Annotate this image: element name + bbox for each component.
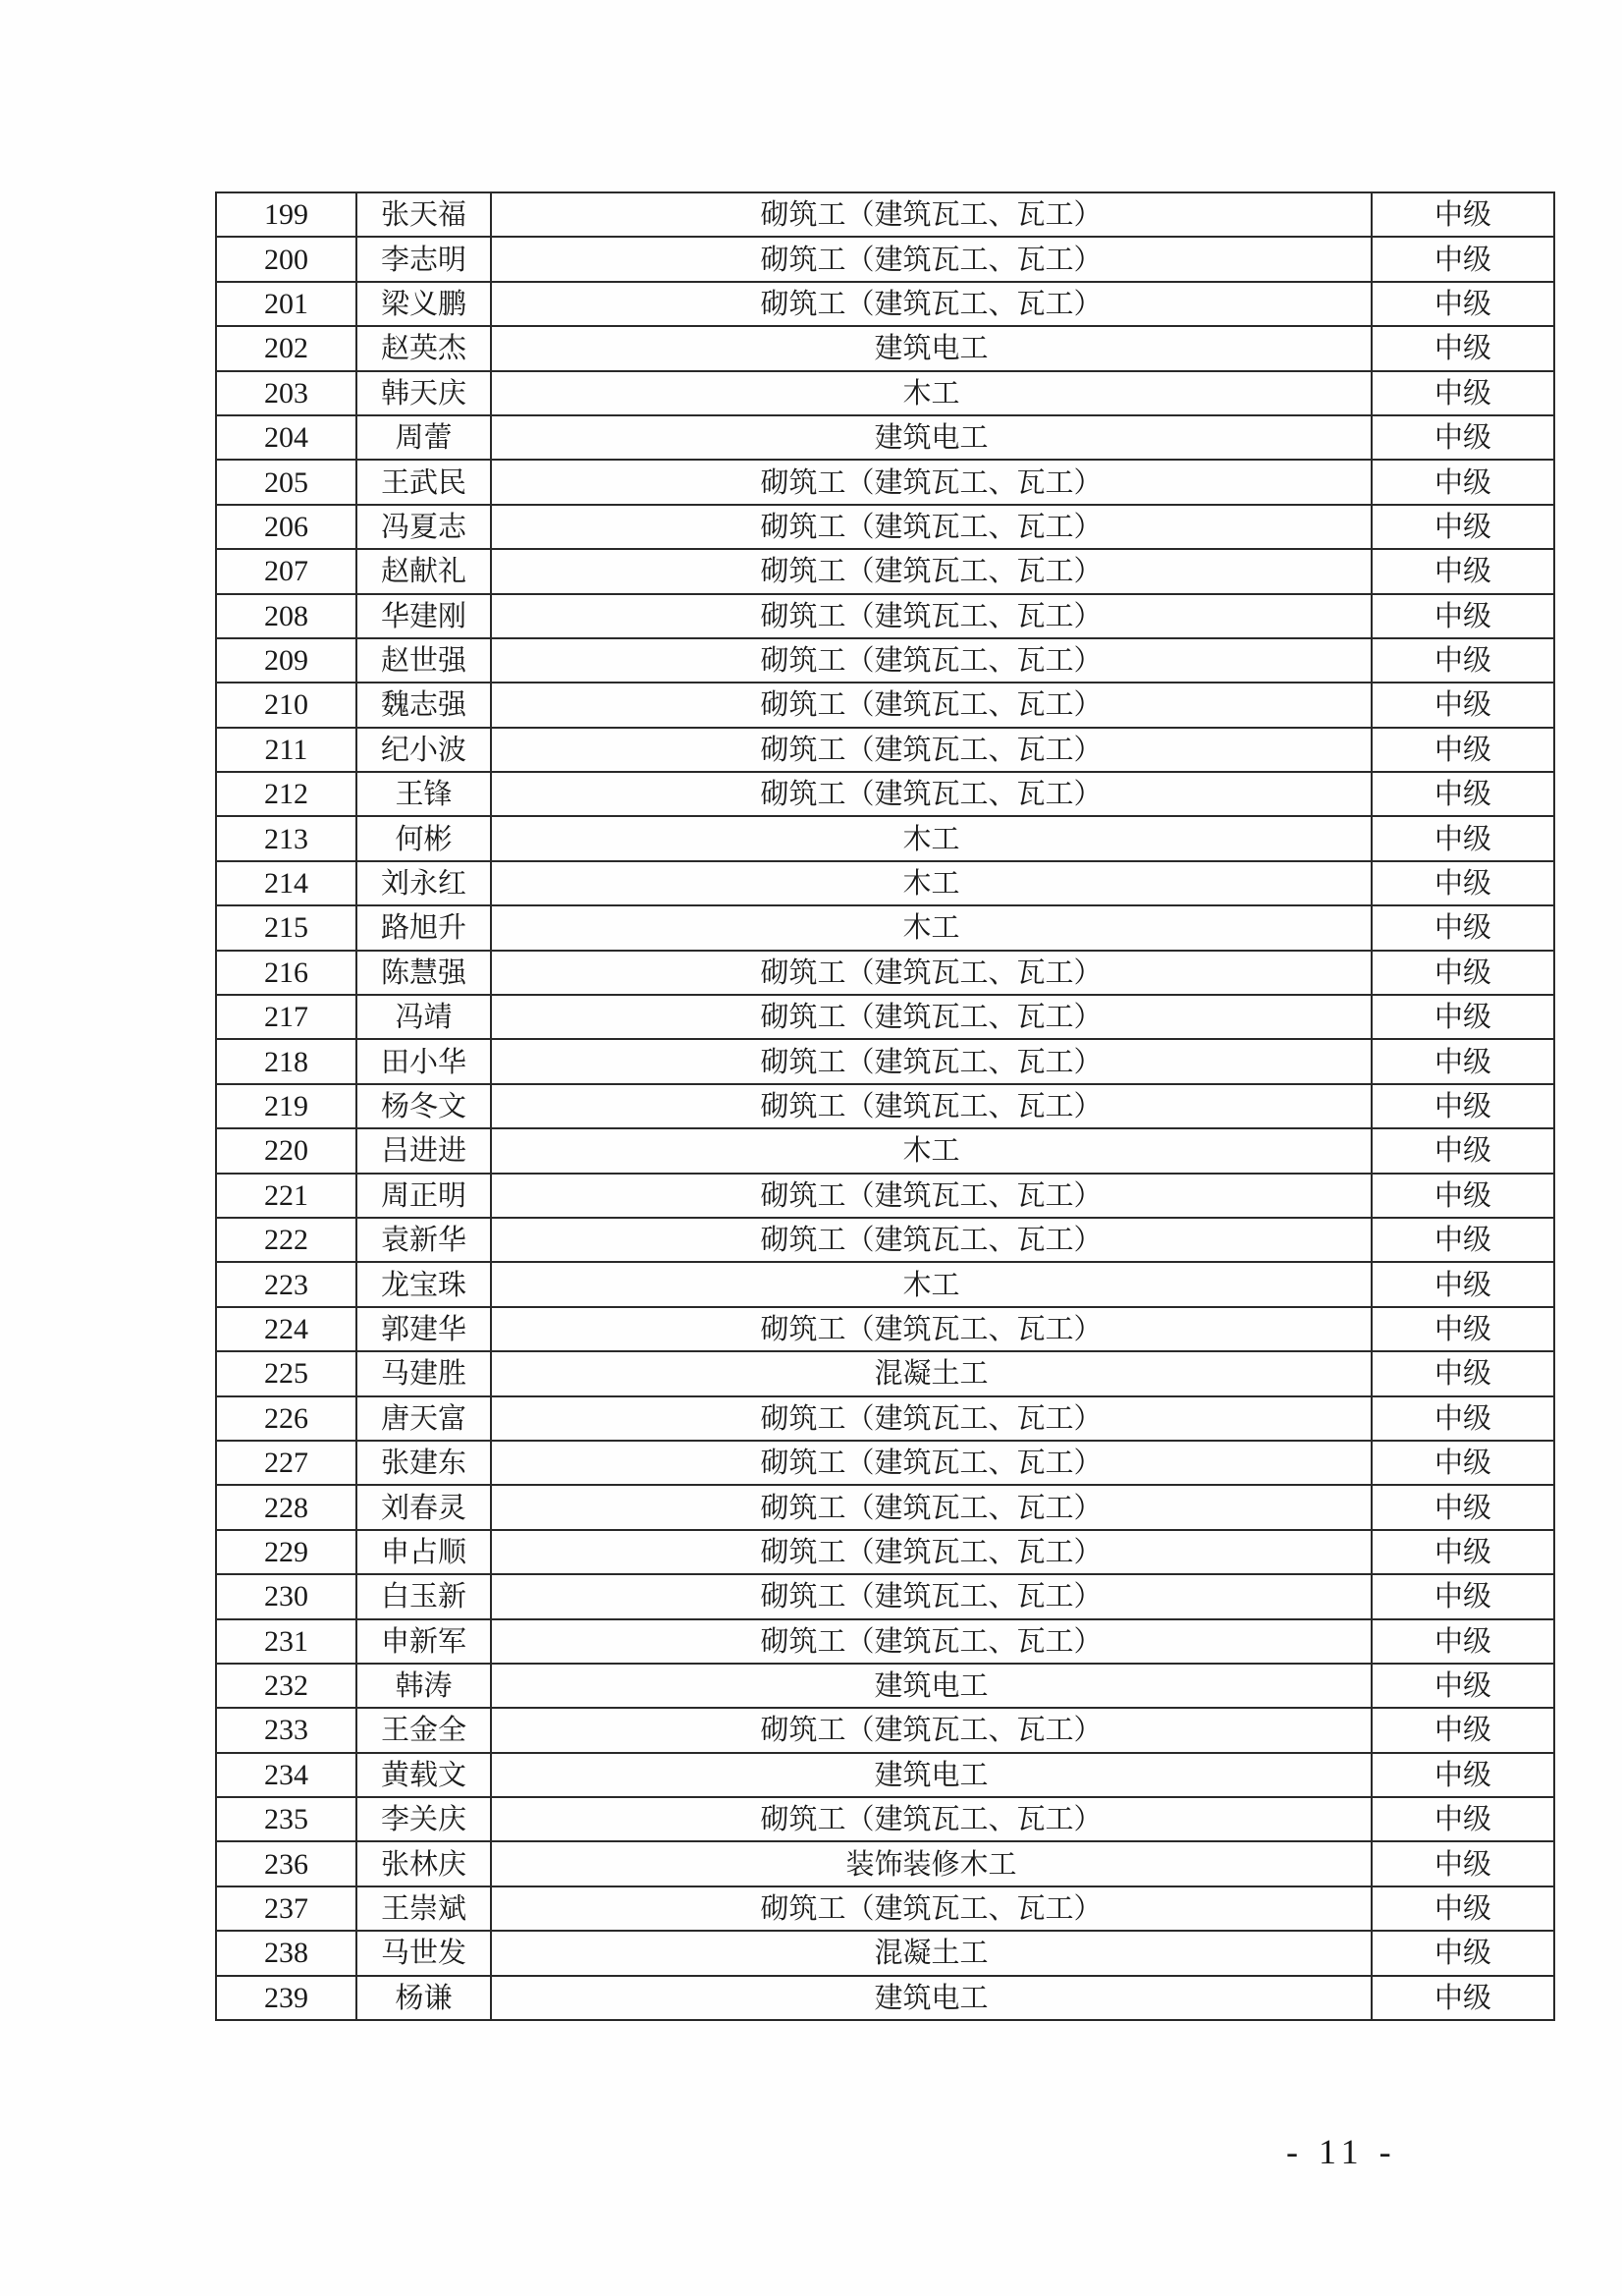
table-row [216, 326, 1554, 370]
name-cell: 赵献礼 [356, 549, 491, 593]
level-cell: 中级 [1372, 728, 1554, 772]
level-cell: 中级 [1372, 995, 1554, 1039]
row-number-cell: 216 [216, 951, 356, 995]
name-cell: 冯靖 [356, 995, 491, 1039]
table-row [216, 951, 1554, 995]
level-cell: 中级 [1372, 905, 1554, 950]
table-row [216, 1218, 1554, 1262]
level-cell: 中级 [1372, 861, 1554, 905]
trade-cell: 砌筑工（建筑瓦工、瓦工） [491, 192, 1372, 237]
table-row [216, 1530, 1554, 1574]
trade-cell: 建筑电工 [491, 1753, 1372, 1797]
row-number-cell: 207 [216, 549, 356, 593]
trade-cell: 砌筑工（建筑瓦工、瓦工） [491, 1174, 1372, 1218]
table-row [216, 1708, 1554, 1752]
trade-cell: 砌筑工（建筑瓦工、瓦工） [491, 683, 1372, 727]
level-cell: 中级 [1372, 1174, 1554, 1218]
level-cell: 中级 [1372, 1485, 1554, 1529]
level-cell: 中级 [1372, 1307, 1554, 1351]
row-number-cell: 236 [216, 1841, 356, 1886]
level-cell: 中级 [1372, 1084, 1554, 1128]
level-cell: 中级 [1372, 1396, 1554, 1441]
trade-cell: 砌筑工（建筑瓦工、瓦工） [491, 237, 1372, 281]
trade-cell: 砌筑工（建筑瓦工、瓦工） [491, 1441, 1372, 1485]
row-number-cell: 199 [216, 192, 356, 237]
level-cell: 中级 [1372, 460, 1554, 504]
trade-cell: 木工 [491, 1262, 1372, 1306]
row-number-cell: 215 [216, 905, 356, 950]
table-row [216, 728, 1554, 772]
trade-cell: 砌筑工（建筑瓦工、瓦工） [491, 1574, 1372, 1618]
trade-cell: 建筑电工 [491, 415, 1372, 460]
row-number-cell: 220 [216, 1128, 356, 1173]
level-cell: 中级 [1372, 1218, 1554, 1262]
trade-cell: 木工 [491, 371, 1372, 415]
trade-cell: 砌筑工（建筑瓦工、瓦工） [491, 1708, 1372, 1752]
trade-cell: 砌筑工（建筑瓦工、瓦工） [491, 772, 1372, 816]
trade-cell: 混凝土工 [491, 1931, 1372, 1975]
name-cell: 张建东 [356, 1441, 491, 1485]
trade-cell: 砌筑工（建筑瓦工、瓦工） [491, 1396, 1372, 1441]
level-cell: 中级 [1372, 237, 1554, 281]
level-cell: 中级 [1372, 549, 1554, 593]
trade-cell: 砌筑工（建筑瓦工、瓦工） [491, 951, 1372, 995]
roster-table [215, 191, 1555, 2021]
table-row [216, 683, 1554, 727]
row-number-cell: 205 [216, 460, 356, 504]
trade-cell: 砌筑工（建筑瓦工、瓦工） [491, 1218, 1372, 1262]
trade-cell: 砌筑工（建筑瓦工、瓦工） [491, 1530, 1372, 1574]
name-cell: 魏志强 [356, 683, 491, 727]
name-cell: 韩涛 [356, 1664, 491, 1708]
table-row [216, 861, 1554, 905]
level-cell: 中级 [1372, 1708, 1554, 1752]
table-row [216, 1797, 1554, 1841]
row-number-cell: 200 [216, 237, 356, 281]
name-cell: 杨谦 [356, 1976, 491, 2020]
name-cell: 王金全 [356, 1708, 491, 1752]
row-number-cell: 203 [216, 371, 356, 415]
table-row [216, 594, 1554, 638]
table-row [216, 1753, 1554, 1797]
name-cell: 马世发 [356, 1931, 491, 1975]
trade-cell: 砌筑工（建筑瓦工、瓦工） [491, 594, 1372, 638]
table-row [216, 1931, 1554, 1975]
name-cell: 周正明 [356, 1174, 491, 1218]
level-cell: 中级 [1372, 1797, 1554, 1841]
row-number-cell: 232 [216, 1664, 356, 1708]
trade-cell: 建筑电工 [491, 1664, 1372, 1708]
row-number-cell: 202 [216, 326, 356, 370]
trade-cell: 砌筑工（建筑瓦工、瓦工） [491, 638, 1372, 683]
row-number-cell: 227 [216, 1441, 356, 1485]
name-cell: 唐天富 [356, 1396, 491, 1441]
name-cell: 袁新华 [356, 1218, 491, 1262]
trade-cell: 装饰装修木工 [491, 1841, 1372, 1886]
table-row [216, 772, 1554, 816]
level-cell: 中级 [1372, 1886, 1554, 1931]
row-number-cell: 230 [216, 1574, 356, 1618]
table-row [216, 1307, 1554, 1351]
row-number-cell: 228 [216, 1485, 356, 1529]
table-row [216, 905, 1554, 950]
row-number-cell: 204 [216, 415, 356, 460]
name-cell: 梁义鹏 [356, 282, 491, 326]
level-cell: 中级 [1372, 951, 1554, 995]
table-row [216, 505, 1554, 549]
trade-cell: 砌筑工（建筑瓦工、瓦工） [491, 1084, 1372, 1128]
level-cell: 中级 [1372, 192, 1554, 237]
table-row [216, 192, 1554, 237]
row-number-cell: 229 [216, 1530, 356, 1574]
trade-cell: 混凝土工 [491, 1351, 1372, 1395]
level-cell: 中级 [1372, 816, 1554, 860]
table-row [216, 995, 1554, 1039]
name-cell: 马建胜 [356, 1351, 491, 1395]
name-cell: 路旭升 [356, 905, 491, 950]
level-cell: 中级 [1372, 1931, 1554, 1975]
row-number-cell: 213 [216, 816, 356, 860]
name-cell: 王武民 [356, 460, 491, 504]
row-number-cell: 239 [216, 1976, 356, 2020]
table-row [216, 1574, 1554, 1618]
level-cell: 中级 [1372, 1753, 1554, 1797]
table-row [216, 1441, 1554, 1485]
level-cell: 中级 [1372, 1976, 1554, 2020]
row-number-cell: 235 [216, 1797, 356, 1841]
trade-cell: 砌筑工（建筑瓦工、瓦工） [491, 728, 1372, 772]
table-row [216, 1128, 1554, 1173]
row-number-cell: 223 [216, 1262, 356, 1306]
level-cell: 中级 [1372, 282, 1554, 326]
row-number-cell: 237 [216, 1886, 356, 1931]
name-cell: 黄载文 [356, 1753, 491, 1797]
row-number-cell: 224 [216, 1307, 356, 1351]
name-cell: 李志明 [356, 237, 491, 281]
table-row [216, 1039, 1554, 1083]
level-cell: 中级 [1372, 772, 1554, 816]
table-row [216, 1351, 1554, 1395]
level-cell: 中级 [1372, 1530, 1554, 1574]
roster-table-body [216, 192, 1554, 2020]
page-number: - 11 - [1286, 2132, 1397, 2171]
table-row [216, 549, 1554, 593]
name-cell: 田小华 [356, 1039, 491, 1083]
trade-cell: 砌筑工（建筑瓦工、瓦工） [491, 1485, 1372, 1529]
name-cell: 周蕾 [356, 415, 491, 460]
name-cell: 申占顺 [356, 1530, 491, 1574]
level-cell: 中级 [1372, 1619, 1554, 1664]
name-cell: 王崇斌 [356, 1886, 491, 1931]
table-row [216, 371, 1554, 415]
row-number-cell: 212 [216, 772, 356, 816]
name-cell: 刘永红 [356, 861, 491, 905]
row-number-cell: 206 [216, 505, 356, 549]
trade-cell: 砌筑工（建筑瓦工、瓦工） [491, 1619, 1372, 1664]
row-number-cell: 208 [216, 594, 356, 638]
name-cell: 杨冬文 [356, 1084, 491, 1128]
table-row [216, 1262, 1554, 1306]
level-cell: 中级 [1372, 1128, 1554, 1173]
name-cell: 陈慧强 [356, 951, 491, 995]
name-cell: 张林庆 [356, 1841, 491, 1886]
table-row [216, 460, 1554, 504]
table-row [216, 1886, 1554, 1931]
level-cell: 中级 [1372, 505, 1554, 549]
level-cell: 中级 [1372, 1351, 1554, 1395]
level-cell: 中级 [1372, 1841, 1554, 1886]
name-cell: 白玉新 [356, 1574, 491, 1618]
trade-cell: 木工 [491, 816, 1372, 860]
row-number-cell: 226 [216, 1396, 356, 1441]
trade-cell: 砌筑工（建筑瓦工、瓦工） [491, 1886, 1372, 1931]
table-row [216, 1664, 1554, 1708]
table-row [216, 1174, 1554, 1218]
row-number-cell: 221 [216, 1174, 356, 1218]
trade-cell: 砌筑工（建筑瓦工、瓦工） [491, 995, 1372, 1039]
name-cell: 郭建华 [356, 1307, 491, 1351]
name-cell: 吕进进 [356, 1128, 491, 1173]
trade-cell: 砌筑工（建筑瓦工、瓦工） [491, 1797, 1372, 1841]
level-cell: 中级 [1372, 683, 1554, 727]
level-cell: 中级 [1372, 594, 1554, 638]
name-cell: 龙宝珠 [356, 1262, 491, 1306]
name-cell: 王锋 [356, 772, 491, 816]
table-row [216, 1976, 1554, 2020]
table-row [216, 237, 1554, 281]
row-number-cell: 201 [216, 282, 356, 326]
name-cell: 赵世强 [356, 638, 491, 683]
level-cell: 中级 [1372, 1039, 1554, 1083]
level-cell: 中级 [1372, 638, 1554, 683]
row-number-cell: 238 [216, 1931, 356, 1975]
trade-cell: 木工 [491, 905, 1372, 950]
name-cell: 李关庆 [356, 1797, 491, 1841]
row-number-cell: 209 [216, 638, 356, 683]
row-number-cell: 222 [216, 1218, 356, 1262]
name-cell: 刘春灵 [356, 1485, 491, 1529]
name-cell: 张天福 [356, 192, 491, 237]
name-cell: 韩天庆 [356, 371, 491, 415]
trade-cell: 木工 [491, 1128, 1372, 1173]
name-cell: 华建刚 [356, 594, 491, 638]
trade-cell: 砌筑工（建筑瓦工、瓦工） [491, 460, 1372, 504]
row-number-cell: 234 [216, 1753, 356, 1797]
level-cell: 中级 [1372, 1262, 1554, 1306]
trade-cell: 砌筑工（建筑瓦工、瓦工） [491, 1307, 1372, 1351]
table-row [216, 282, 1554, 326]
name-cell: 冯夏志 [356, 505, 491, 549]
row-number-cell: 233 [216, 1708, 356, 1752]
row-number-cell: 225 [216, 1351, 356, 1395]
trade-cell: 砌筑工（建筑瓦工、瓦工） [491, 549, 1372, 593]
row-number-cell: 218 [216, 1039, 356, 1083]
row-number-cell: 219 [216, 1084, 356, 1128]
table-row [216, 816, 1554, 860]
trade-cell: 砌筑工（建筑瓦工、瓦工） [491, 1039, 1372, 1083]
table-row [216, 638, 1554, 683]
level-cell: 中级 [1372, 1574, 1554, 1618]
row-number-cell: 231 [216, 1619, 356, 1664]
name-cell: 赵英杰 [356, 326, 491, 370]
level-cell: 中级 [1372, 1664, 1554, 1708]
table-row [216, 415, 1554, 460]
level-cell: 中级 [1372, 415, 1554, 460]
table-row [216, 1396, 1554, 1441]
trade-cell: 建筑电工 [491, 326, 1372, 370]
level-cell: 中级 [1372, 371, 1554, 415]
row-number-cell: 214 [216, 861, 356, 905]
level-cell: 中级 [1372, 326, 1554, 370]
name-cell: 纪小波 [356, 728, 491, 772]
table-row [216, 1485, 1554, 1529]
level-cell: 中级 [1372, 1441, 1554, 1485]
row-number-cell: 210 [216, 683, 356, 727]
name-cell: 申新军 [356, 1619, 491, 1664]
table-row [216, 1084, 1554, 1128]
table-row [216, 1619, 1554, 1664]
trade-cell: 砌筑工（建筑瓦工、瓦工） [491, 282, 1372, 326]
row-number-cell: 217 [216, 995, 356, 1039]
trade-cell: 木工 [491, 861, 1372, 905]
trade-cell: 砌筑工（建筑瓦工、瓦工） [491, 505, 1372, 549]
table-row [216, 1841, 1554, 1886]
name-cell: 何彬 [356, 816, 491, 860]
trade-cell: 建筑电工 [491, 1976, 1372, 2020]
row-number-cell: 211 [216, 728, 356, 772]
